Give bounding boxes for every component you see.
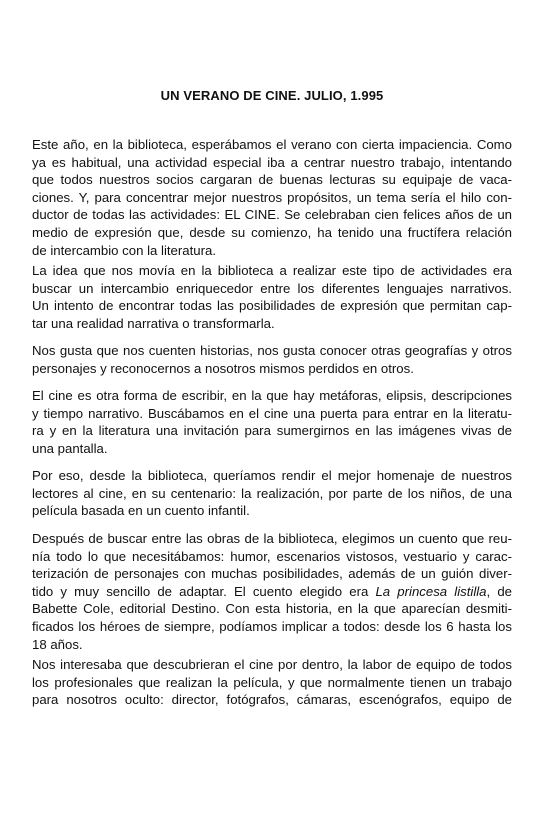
text-line: terización de personajes con muchas posibilidades, además de un guión diver- — [32, 566, 512, 582]
text-line: para nosotros oculto: director, fotógrafos, cámaras, escenógrafos, equipo de — [32, 692, 512, 708]
text-line-with-title — [32, 583, 512, 601]
paragraph-5 — [32, 467, 512, 520]
text-line: Este año, en la biblioteca, esperábamos el verano con cierta impaciencia. Como — [32, 137, 512, 152]
text-line: película basada en un cuento infantil. — [32, 503, 250, 519]
paragraph-2 — [32, 262, 512, 332]
text-line: medio de expresión que, desde su comienzo, ha tenido una fructífera relación — [32, 224, 512, 240]
text-line: La idea que nos movía en la biblioteca a realizar este tipo de actividades era — [32, 263, 512, 278]
text-line: y tiempo narrativo. Buscábamos en el cine una puerta para entrar en la literatu- — [32, 405, 512, 421]
document-title: UN VERANO DE CINE. JULIO, 1.995 — [160, 88, 384, 103]
paragraph-6 — [32, 530, 512, 653]
text-line: 18 años. — [32, 636, 83, 652]
text-line: tar una realidad narrativa o transformarla. — [32, 315, 275, 331]
text-line: nía todo lo que necesitábamos: humor, escenarios vistosos, vestuario y carac- — [32, 548, 512, 564]
text-line: Babette Cole, editorial Destino. Con esta historia, en la que aparecían desmiti- — [32, 601, 512, 617]
text-line: ciones. Y, para concentrar mejor nuestros propósitos, un tema sería el hilo con- — [32, 189, 512, 205]
text-line: El cine es otra forma de escribir, en la que hay metáforas, elipsis, descripciones — [32, 388, 512, 403]
text-line: que todos nuestros socios cargaran de buenas lecturas su equipaje de vaca- — [32, 172, 512, 188]
text-line: buscar un intercambio enriquecedor entre los diferentes lenguajes narrativos. — [32, 280, 512, 296]
text-line: ductor de todas las actividades: EL CINE. Se celebraban cien felices años de un — [32, 207, 512, 223]
paragraph-7 — [32, 656, 512, 709]
text-line: Por eso, desde la biblioteca, queríamos rendir el mejor homenaje de nuestros — [32, 468, 512, 483]
book-title: La princesa listilla — [375, 583, 487, 599]
text-line: Un intento de encontrar todas las posibilidades de expresión que permitan cap- — [32, 298, 512, 314]
text-line: ya es habitual, una actividad especial iba a centrar nuestro trabajo, intentando — [32, 154, 512, 170]
text-line: Nos gusta que nos cuenten historias, nos gusta conocer otras geografías y otros — [32, 343, 512, 358]
paragraph-3 — [32, 342, 512, 377]
text-line: lectores al cine, en su centenario: la realización, por parte de los niños, de una — [32, 485, 512, 501]
text-line: una pantalla. — [32, 440, 108, 456]
paragraph-1 — [32, 136, 512, 259]
text-line: los profesionales que realizan la película, y que normalmente tienen un trabajo — [32, 674, 512, 690]
text-line: personajes y reconocernos a nosotros mismos perdidos en otros. — [32, 360, 414, 376]
text-line: ficados los héroes de siempre, podíamos implicar a todos: desde los 6 hasta los — [32, 618, 512, 634]
text-line: Nos interesaba que descubrieran el cine por dentro, la labor de equipo de todos — [32, 657, 512, 672]
text-line: de intercambio con la literatura. — [32, 242, 216, 258]
line-text: tido y muy sencillo de adaptar. El cuento elegido era — [32, 583, 369, 599]
line-text-after-title: , de — [486, 583, 513, 599]
paragraph-4 — [32, 387, 512, 457]
text-line: ra y en la literatura una invitación para sumergirnos en las imágenes vivas de — [32, 423, 512, 439]
text-line: Después de buscar entre las obras de la biblioteca, elegimos un cuento que reu- — [32, 531, 512, 546]
